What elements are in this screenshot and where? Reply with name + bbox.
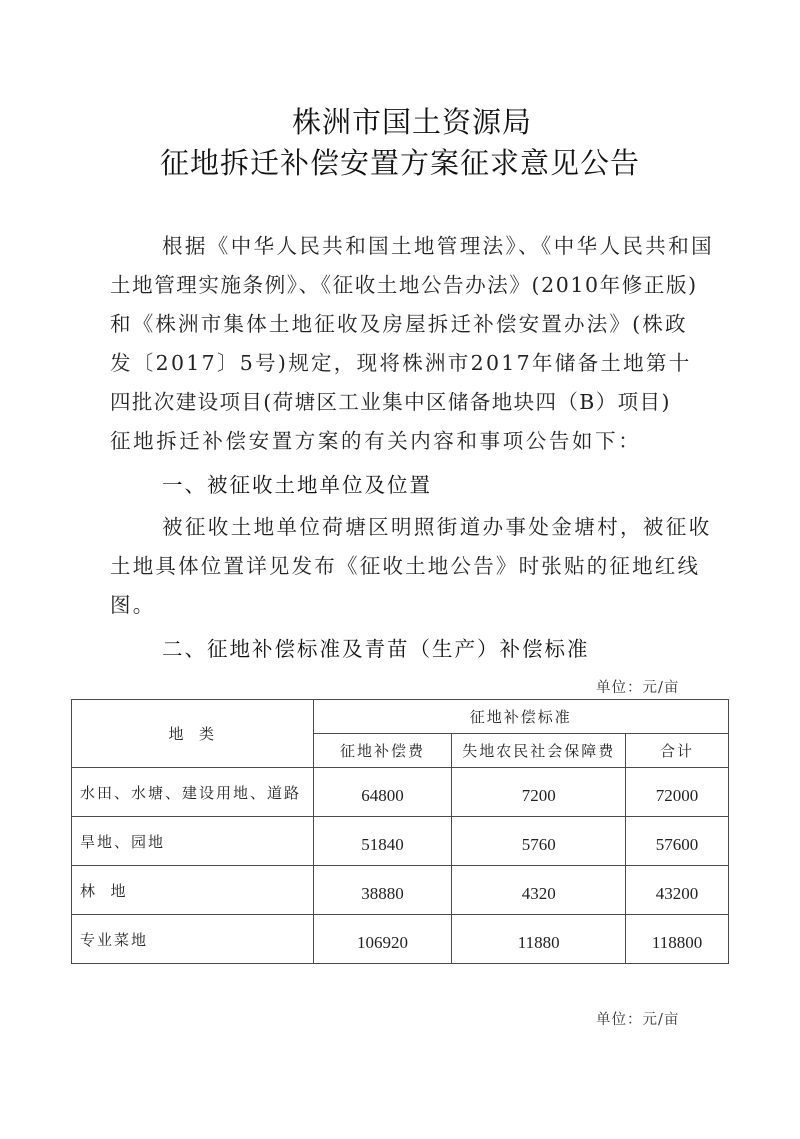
cell-total: 118800: [626, 915, 729, 964]
intro-line: 四批次建设项目(荷塘区工业集中区储备地块四（B）项目): [110, 390, 671, 414]
intro-line: 土地管理实施条例》、《征收土地公告办法》(2010年修正版): [110, 273, 698, 297]
intro-line: 和《株洲市集体土地征收及房屋拆迁补偿安置办法》(株政: [110, 312, 688, 336]
unit-label: 单位：元/亩: [596, 680, 680, 696]
document-title-subject: 征地拆迁补偿安置方案征求意见公告: [159, 146, 640, 180]
header-social-security-fee: 失地农民社会保障费: [452, 734, 626, 768]
header-land-category: 地 类: [72, 700, 314, 768]
section1-line: 被征收土地单位荷塘区明照街道办事处金塘村，被征收: [162, 515, 712, 539]
cell-social-security: 11880: [452, 915, 626, 964]
cell-compensation: 51840: [313, 817, 452, 866]
cell-total: 43200: [626, 866, 729, 915]
cell-compensation: 64800: [313, 768, 452, 817]
section1-line: 土地具体位置详见发布《征收土地公告》时张贴的征地红线: [110, 554, 701, 578]
cell-category: 水田、水塘、建设用地、道路: [72, 768, 314, 817]
cell-category: 专业菜地: [72, 915, 314, 964]
header-compensation-standard: 征地补偿标准: [313, 700, 728, 734]
table-row: [72, 817, 729, 866]
compensation-table: [71, 699, 729, 964]
document-title-agency: 株洲市国土资源局: [291, 105, 532, 139]
cell-category: 旱地、园地: [72, 817, 314, 866]
section1-line: 图。: [110, 593, 156, 617]
cell-total: 72000: [626, 768, 729, 817]
intro-line: 发〔2017〕5号)规定，现将株洲市2017年储备土地第十: [110, 351, 692, 375]
header-total: 合计: [626, 734, 729, 768]
section-heading-compensation: 二、征地补偿标准及青苗（生产）补偿标准: [162, 637, 590, 661]
table-row: [72, 915, 729, 964]
intro-line: 根据《中华人民共和国土地管理法》、《中华人民共和国: [162, 234, 714, 258]
cell-compensation: 38880: [313, 866, 452, 915]
header-compensation-fee: 征地补偿费: [313, 734, 452, 768]
unit-label-bottom: 单位：元/亩: [596, 1012, 680, 1028]
intro-line: 征地拆迁补偿安置方案的有关内容和事项公告如下：: [110, 429, 642, 453]
table-header-row: [72, 700, 729, 734]
cell-category: 林 地: [72, 866, 314, 915]
cell-social-security: 5760: [452, 817, 626, 866]
cell-total: 57600: [626, 817, 729, 866]
cell-compensation: 106920: [313, 915, 452, 964]
table-row: [72, 866, 729, 915]
section-heading-land-unit: 一、被征收土地单位及位置: [162, 473, 432, 497]
table-row: [72, 768, 729, 817]
cell-social-security: 7200: [452, 768, 626, 817]
cell-social-security: 4320: [452, 866, 626, 915]
